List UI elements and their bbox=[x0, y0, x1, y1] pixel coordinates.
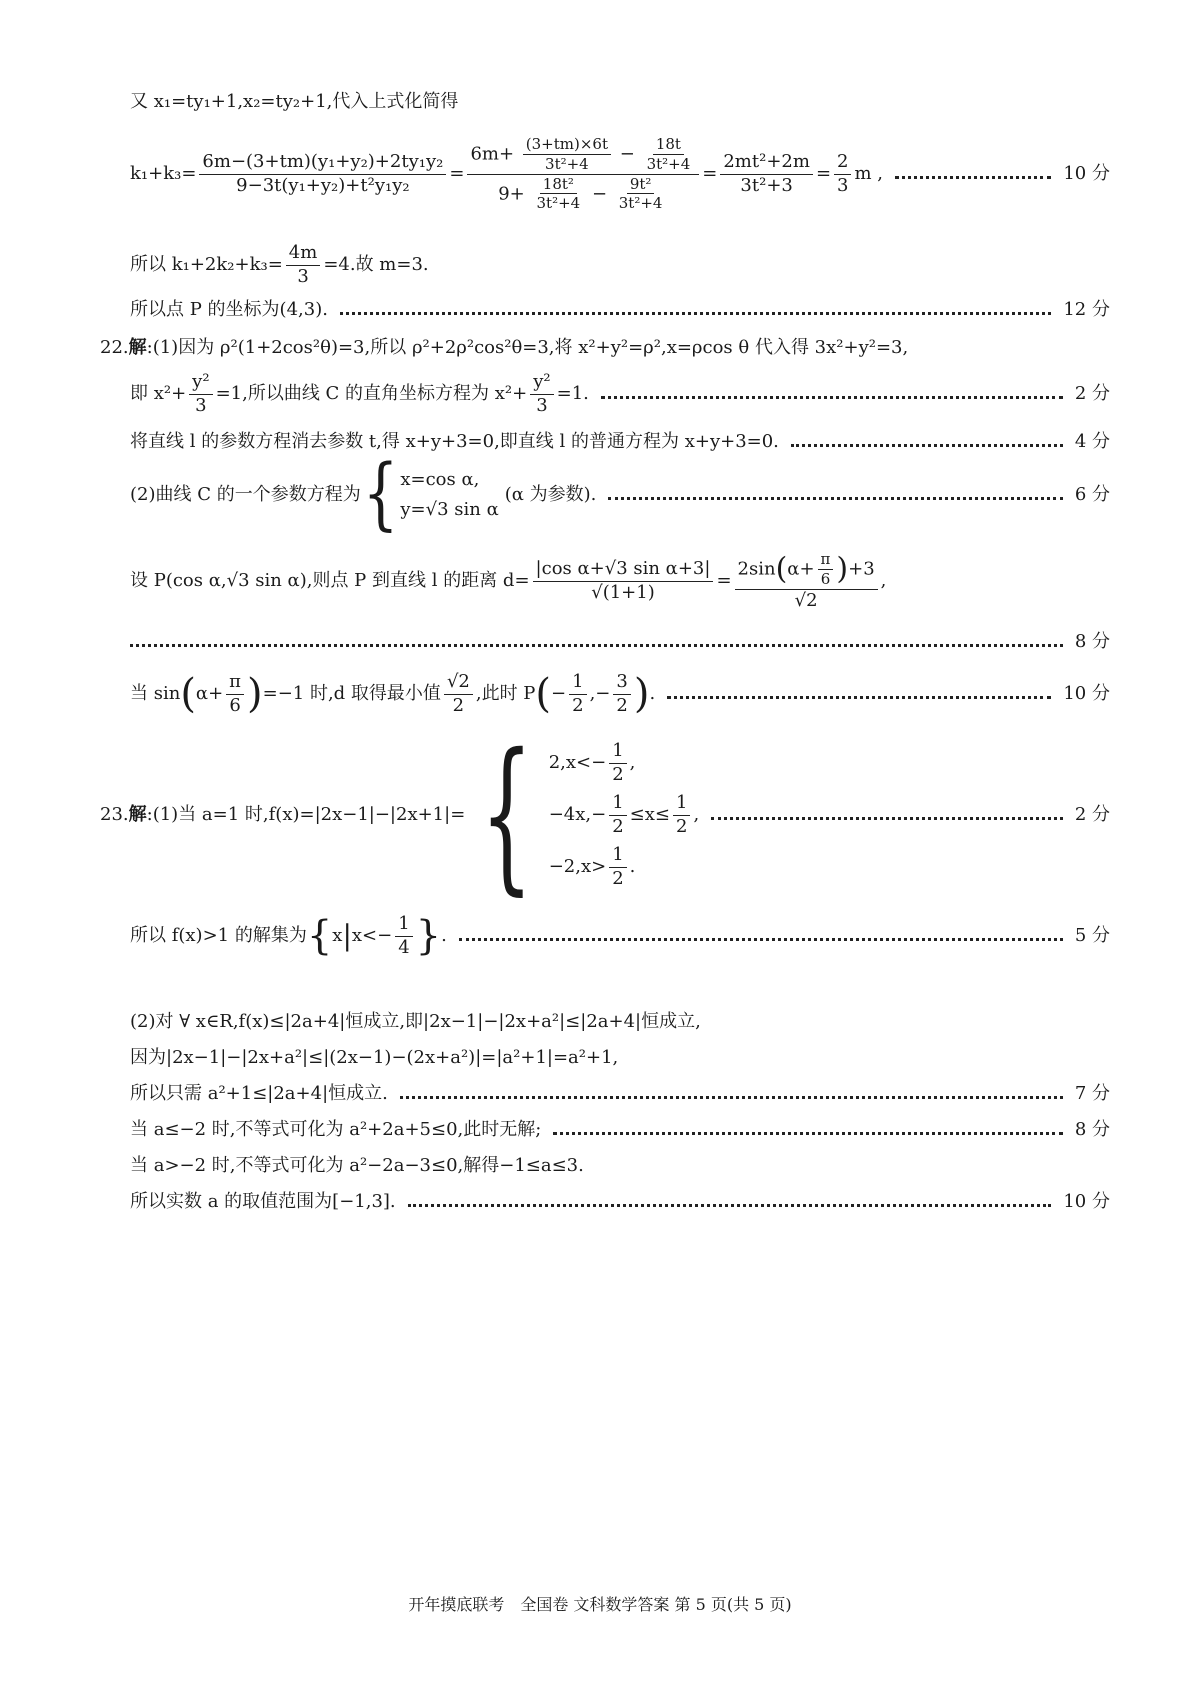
score: 2 分 bbox=[1074, 383, 1110, 404]
q22-line-7: 当 sin ( α+ $\frac{\pi}{6}$ ) =−1 时,d 取得最小值 √2 2 ,此时 P ( − 1 2 ,− 3 2 ) . 10 分 bbox=[130, 671, 1110, 717]
q23-line-5: 所以只需 a²+1≤|2a+4|恒成立. 7 分 bbox=[130, 1080, 1110, 1108]
q23-line-4: 因为|2x−1|−|2x+a²|≤|(2x−1)−(2x+a²)|=|a²+1|=a²+1, bbox=[130, 1047, 619, 1068]
dot-leader bbox=[408, 1201, 1052, 1207]
q23-line-1: 23. 解 :(1)当 a=1 时,f(x)=|2x−1|−|2x+1|= { 2,x<− $\frac{1}{2}$ , −4x,− $\frac{1}{2}$ ≤x≤ $\frac{1}{2}$ , −2,x> $\frac{1}{2}$ . 2 分 bbox=[100, 719, 1110, 911]
dot-leader bbox=[711, 814, 1063, 820]
q22-line-3: 将直线 l 的参数方程消去参数 t,得 x+y+3=0,即直线 l 的普通方程为 x+y+3=0. 4 分 bbox=[130, 428, 1110, 456]
fraction-2: 6m+ $\frac{(3+tm)\times 6t}{\text{3t²+4}}$ − $\frac{18t}{\text{3t²+4}}$ 9+ $\frac{\text{18t²}}{\text{3t²+4}}$ − $\frac{\text{9t²}}{\text{3t²+4}}$ bbox=[467, 135, 699, 213]
score: 5 分 bbox=[1074, 925, 1110, 946]
dot-leader bbox=[895, 173, 1051, 179]
score: 10 分 bbox=[1063, 683, 1110, 704]
page-footer: 开年摸底联考 全国卷 文科数学答案 第 5 页(共 5 页) bbox=[408, 1595, 792, 1614]
q22-line-4: (2)曲线 C 的一个参数方程为 { x=cos α, y=√3 sin α (α 为参数). 6 分 bbox=[130, 448, 1110, 540]
score: 10 分 bbox=[1063, 163, 1110, 184]
line-k-sum: 所以 k₁+2k₂+k₃= $\frac{4m}{3}$ =4.故 m=3. bbox=[130, 242, 429, 287]
score: 2 分 bbox=[1074, 804, 1110, 825]
question-number: 23. bbox=[100, 804, 129, 825]
line-point-p: 所以点 P 的坐标为(4,3). 12 分 bbox=[130, 296, 1110, 324]
line-substitution: 又 x₁=ty₁+1,x₂=ty₂+1,代入上式化简得 bbox=[130, 91, 459, 112]
fraction-3: $\frac{\text{2mt²+2m}}{\text{3t²+3}}$ bbox=[720, 151, 813, 197]
score: 8 分 bbox=[1074, 631, 1110, 652]
dot-leader bbox=[667, 693, 1051, 699]
score: 12 分 bbox=[1063, 299, 1110, 320]
q23-line-8: 所以实数 a 的取值范围为[−1,3]. 10 分 bbox=[130, 1188, 1110, 1216]
q23-line-7: 当 a>−2 时,不等式可化为 a²−2a−3≤0,解得−1≤a≤3. bbox=[130, 1155, 584, 1176]
dot-leader bbox=[130, 641, 1063, 647]
q23-line-3: (2)对 ∀ x∈R,f(x)≤|2a+4|恒成立,即|2x−1|−|2x+a²|≤|2a+4|恒成立, bbox=[130, 1011, 701, 1032]
q22-line-2: 即 x²+ $\frac{\text{y²}}{3}$ =1,所以曲线 C 的直角坐标方程为 x²+ $\frac{\text{y²}}{3}$ =1. 2 分 bbox=[130, 371, 1110, 416]
q23-line-6: 当 a≤−2 时,不等式可化为 a²+2a+5≤0,此时无解; 8 分 bbox=[130, 1116, 1110, 1144]
fraction-4: $\frac{2}{3}$ bbox=[834, 151, 851, 197]
dot-leader bbox=[553, 1129, 1063, 1135]
score: 6 分 bbox=[1074, 484, 1110, 505]
q22-line-5: 设 P(cos α,√3 sin α),则点 P 到直线 l 的距离 d= $\frac{\text{|cos α+√3 sin α+3|}}{√(1+1)}$ = 2sin(α+ $\frac{\pi}{6}$ )+3 √2 , bbox=[130, 550, 887, 611]
q22-line-6 bbox=[130, 628, 1110, 656]
q22-line-1: 22.解:(1)因为 ρ²(1+2cos²θ)=3,所以 ρ²+2ρ²cos²θ=3,将 x²+y²=ρ²,x=ρcos θ 代入得 3x²+y²=3, bbox=[100, 337, 909, 358]
slope-sum-equation: k₁+k₃= $\frac{\text{6m−(3+tm)(y₁+y₂)+2ty₁y₂}}{\text{9−3t(y₁+y₂)+t²y₁y₂}}$ = 6m+ $\frac{(3+tm)\times 6t}{\text{3t²+4}}$ − $\frac{18t}{\text{3t²+4}}$ 9+ $\frac{\text{18t²}}{\text{3t²+4}}$ − $\frac{\text{9t²}}{\text{3t²+4}}$ = $\frac{\text{2mt²+2m}}{\text{3t²+3}}$ = $\frac{2}{3}$ m , 10 分 bbox=[130, 135, 1110, 213]
question-number: 22. bbox=[100, 337, 129, 358]
dot-leader bbox=[459, 935, 1063, 941]
q23-line-2: 所以 f(x)>1 的解集为 { x | x<− $\frac{1}{4}$ } . 5 分 bbox=[130, 913, 1110, 959]
dot-leader bbox=[608, 494, 1062, 500]
score: 10 分 bbox=[1063, 1191, 1110, 1212]
dot-leader bbox=[340, 309, 1051, 315]
dot-leader bbox=[601, 393, 1063, 399]
fraction-1: $\frac{\text{6m−(3+tm)(y₁+y₂)+2ty₁y₂}}{\text{9−3t(y₁+y₂)+t²y₁y₂}}$ bbox=[199, 151, 446, 197]
left-brace: { bbox=[362, 448, 399, 540]
score: 7 分 bbox=[1074, 1083, 1110, 1104]
score: 8 分 bbox=[1074, 1119, 1110, 1140]
dot-leader bbox=[400, 1093, 1063, 1099]
left-brace: { bbox=[480, 719, 534, 911]
dot-leader bbox=[791, 441, 1063, 447]
score: 4 分 bbox=[1074, 431, 1110, 452]
